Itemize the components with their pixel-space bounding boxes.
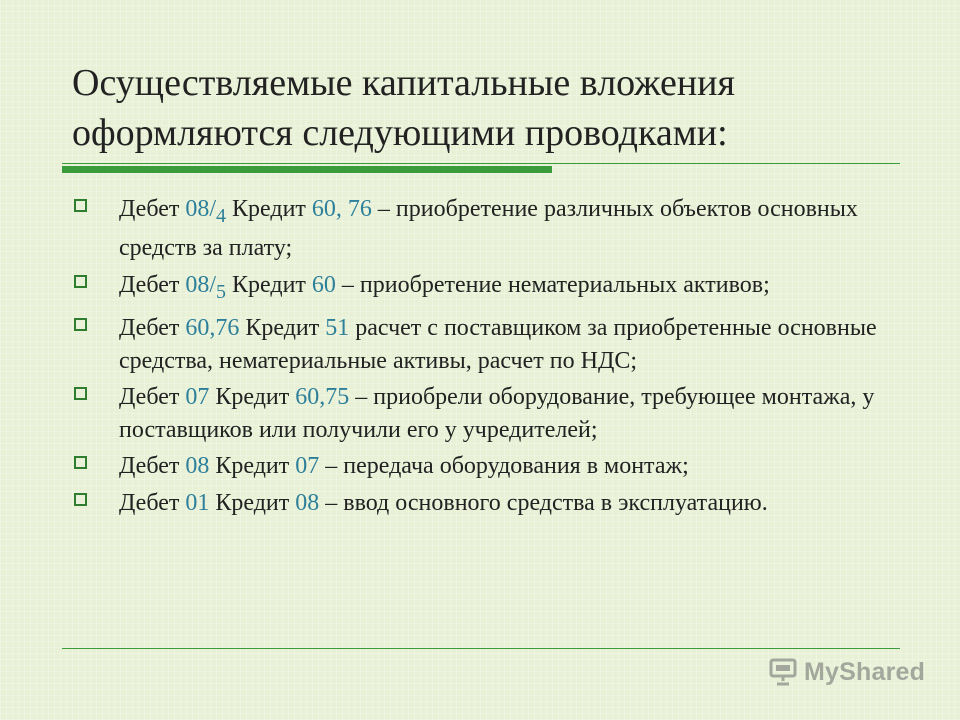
credit-account: 51 [325,315,350,342]
item-description: – приобретение различных объектов основных средств за плату; [119,196,858,262]
debit-account: 07 [185,384,210,411]
credit-label: Кредит [209,489,296,516]
presentation-board-icon [768,658,798,686]
item-prefix: Дебет [119,271,186,298]
credit-account: 08 [295,489,320,516]
list-item [72,269,902,308]
square-bullet-icon [74,456,87,469]
credit-label: Кредит [209,453,296,480]
credit-label: Кредит [226,271,312,298]
item-description: – приобрели оборудование, требующее монтажа, у поставщиков или получили его у учредителей; [119,384,875,443]
item-description: – ввод основного средства в эксплуатацию. [319,489,768,516]
title-underline-thin [62,163,900,164]
credit-account: 07 [295,453,320,480]
credit-account: 60,75 [295,384,350,411]
debit-subaccount: 4 [216,204,227,227]
debit-account: 08/ [185,196,217,222]
item-prefix: Дебет [119,384,186,411]
bottom-divider [62,648,900,649]
title-underline-thick [62,166,552,173]
credit-label: Кредит [239,315,326,342]
square-bullet-icon [74,199,87,212]
debit-account: 08/ [185,271,217,298]
credit-label: Кредит [226,196,312,222]
list-item [72,312,902,377]
square-bullet-icon [74,493,87,506]
credit-label: Кредит [209,384,296,411]
square-bullet-icon [74,387,87,400]
credit-account: 60, 76 [311,196,372,222]
item-description: – передача оборудования в монтаж; [319,453,689,480]
item-prefix: Дебет [119,196,186,222]
item-description: – приобретение нематериальных активов; [335,271,770,298]
square-bullet-icon [74,275,87,288]
slide-title [72,58,892,158]
item-prefix: Дебет [119,489,186,516]
watermark-text: MyShared [804,657,926,686]
entries-list [72,193,902,523]
credit-account: 60 [311,271,336,298]
list-item [72,193,902,265]
debit-subaccount: 5 [216,280,227,303]
item-prefix: Дебет [119,453,186,480]
watermark [768,654,925,690]
debit-account: 01 [185,489,210,516]
list-item [72,381,902,446]
debit-account: 60,76 [185,315,240,342]
list-item [72,450,902,483]
slide-title-line-2: оформляются следующими проводками: [72,112,728,154]
item-prefix: Дебет [119,315,186,342]
list-item [72,487,902,520]
debit-account: 08 [185,453,210,480]
slide-title-line-1: Осуществляемые капитальные вложения [72,62,735,104]
item-description: расчет с поставщиком за приобретенные основные средства, нематериальные активы, расчет по НДС; [119,315,877,374]
square-bullet-icon [74,318,87,331]
